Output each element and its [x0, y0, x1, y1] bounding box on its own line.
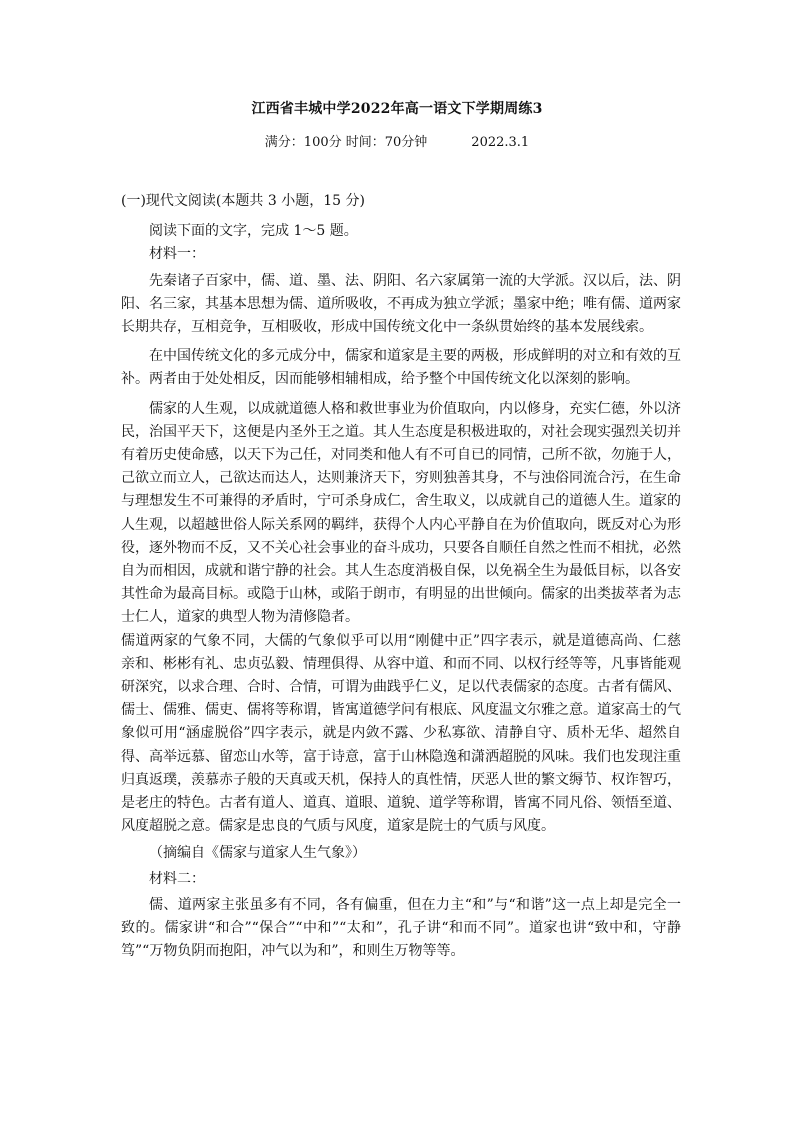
source-citation: （摘编自《儒家与道家人生气象》）	[149, 845, 366, 862]
paragraph: 先秦诸子百家中，儒、道、墨、法、阴阳、名六家属第一流的大学派。汉以后，法、阴阳、名三家，其基本思想为儒、道所吸收，不再成为独立学派；墨家中绝；唯有儒、道两家长期共存，互相竞争，互相吸收，形成中国传统文化中一条纵贯始终的基本发展线索。	[121, 272, 681, 336]
instruction-text: 阅读下面的文字，完成 1～5 题。	[149, 223, 358, 240]
material-one-label: 材料一：	[149, 246, 205, 263]
material-two-label: 材料二：	[149, 870, 205, 887]
paragraph: 在中国传统文化的多元成分中，儒家和道家是主要的两极，形成鲜明的对立和有效的互补。两者由于处处相反，因而能够相辅相成，给予整个中国传统文化以深刻的影响。	[121, 348, 681, 388]
paragraph-unindented: 儒道两家的气象不同，大儒的气象似乎可以用“刚健中正”四字表示，就是道德高尚、仁慈亲和、彬彬有礼、忠贞弘毅、情理俱得、从容中道、和而不同、以权行经等等，凡事皆能观研深究，以求合理、合时、合情，可谓为曲践乎仁义，足以代表儒家的态度。古者有儒风、儒士、儒雅、儒吏、儒将等称谓，皆寓道德学问有根底、风度温文尔雅之意。道家高士的气象似可用“涵虚脱俗”四字表示，就是内敛不露、少私寡欲、清静自守、质朴无华、超然自得、高举远慕、留恋山水等，富于诗意，富于山林隐逸和潇洒超脱的风味。我们也发现注重归真返璞，羡慕赤子般的天真或天机，保持人的真性情，厌恶人世的繁文缛节、权诈智巧，是老庄的特色。古者有道人、道真、道眼、道貌、道学等称谓，皆寓不同凡俗、领悟至道、风度超脱之意。儒家是忠良的气质与风度，道家是院士的气质与风度。	[121, 632, 681, 835]
score-time-info: 满分：100分 时间：70分钟	[264, 135, 428, 150]
paragraph: 儒家的人生观，以成就道德人格和救世事业为价值取向，内以修身，充实仁德，外以济民，治国平天下，这便是内圣外王之道。其人生态度是积极进取的，对社会现实强烈关切并有着历史使命感，以天下为己任，对同类和他人有不可自已的同情，己所不欲，勿施于人，己欲立而立人，己欲达而达人，达则兼济天下，穷则独善其身，不与浊俗同流合污，在生命与理想发生不可兼得的矛盾时，宁可杀身成仁，舍生取义，以成就自己的道德人生。道家的人生观，以超越世俗人际关系网的羁绊，获得个人内心平静自在为价值取向，既反对心为形役，逐外物而不反，又不关心社会事业的奋斗成功，只要各自顺任自然之性而不相扰，必然自为而相因，成就和谐宁静的社会。其人生态度消极自保，以免祸全生为最低目标，以各安其性命为最高目标。或隐于山林，或陷于朗市，有明显的出世倾向。儒家的出类拔萃者为志士仁人，道家的典型人物为清修隐者。	[121, 400, 681, 626]
reading-section	[121, 190, 681, 964]
document-title: 江西省丰城中学2022年高一语文下学期周练3	[251, 101, 543, 117]
exam-meta	[0, 131, 794, 150]
section-heading: (一)现代文阅读(本题共 3 小题，15 分)	[121, 193, 365, 209]
paragraph: 儒、道两家主张虽多有不同，各有偏重，但在力主“和”与“和谐”这一点上却是完全一致的。儒家讲“和合”“保合”“中和”“太和”，孔子讲“和而不同”。道家也讲“致中和，守静笃”“万物负阴而抱阳，冲气以为和”，和则生万物等等。	[121, 896, 681, 960]
exam-date: 2022.3.1	[471, 135, 530, 150]
